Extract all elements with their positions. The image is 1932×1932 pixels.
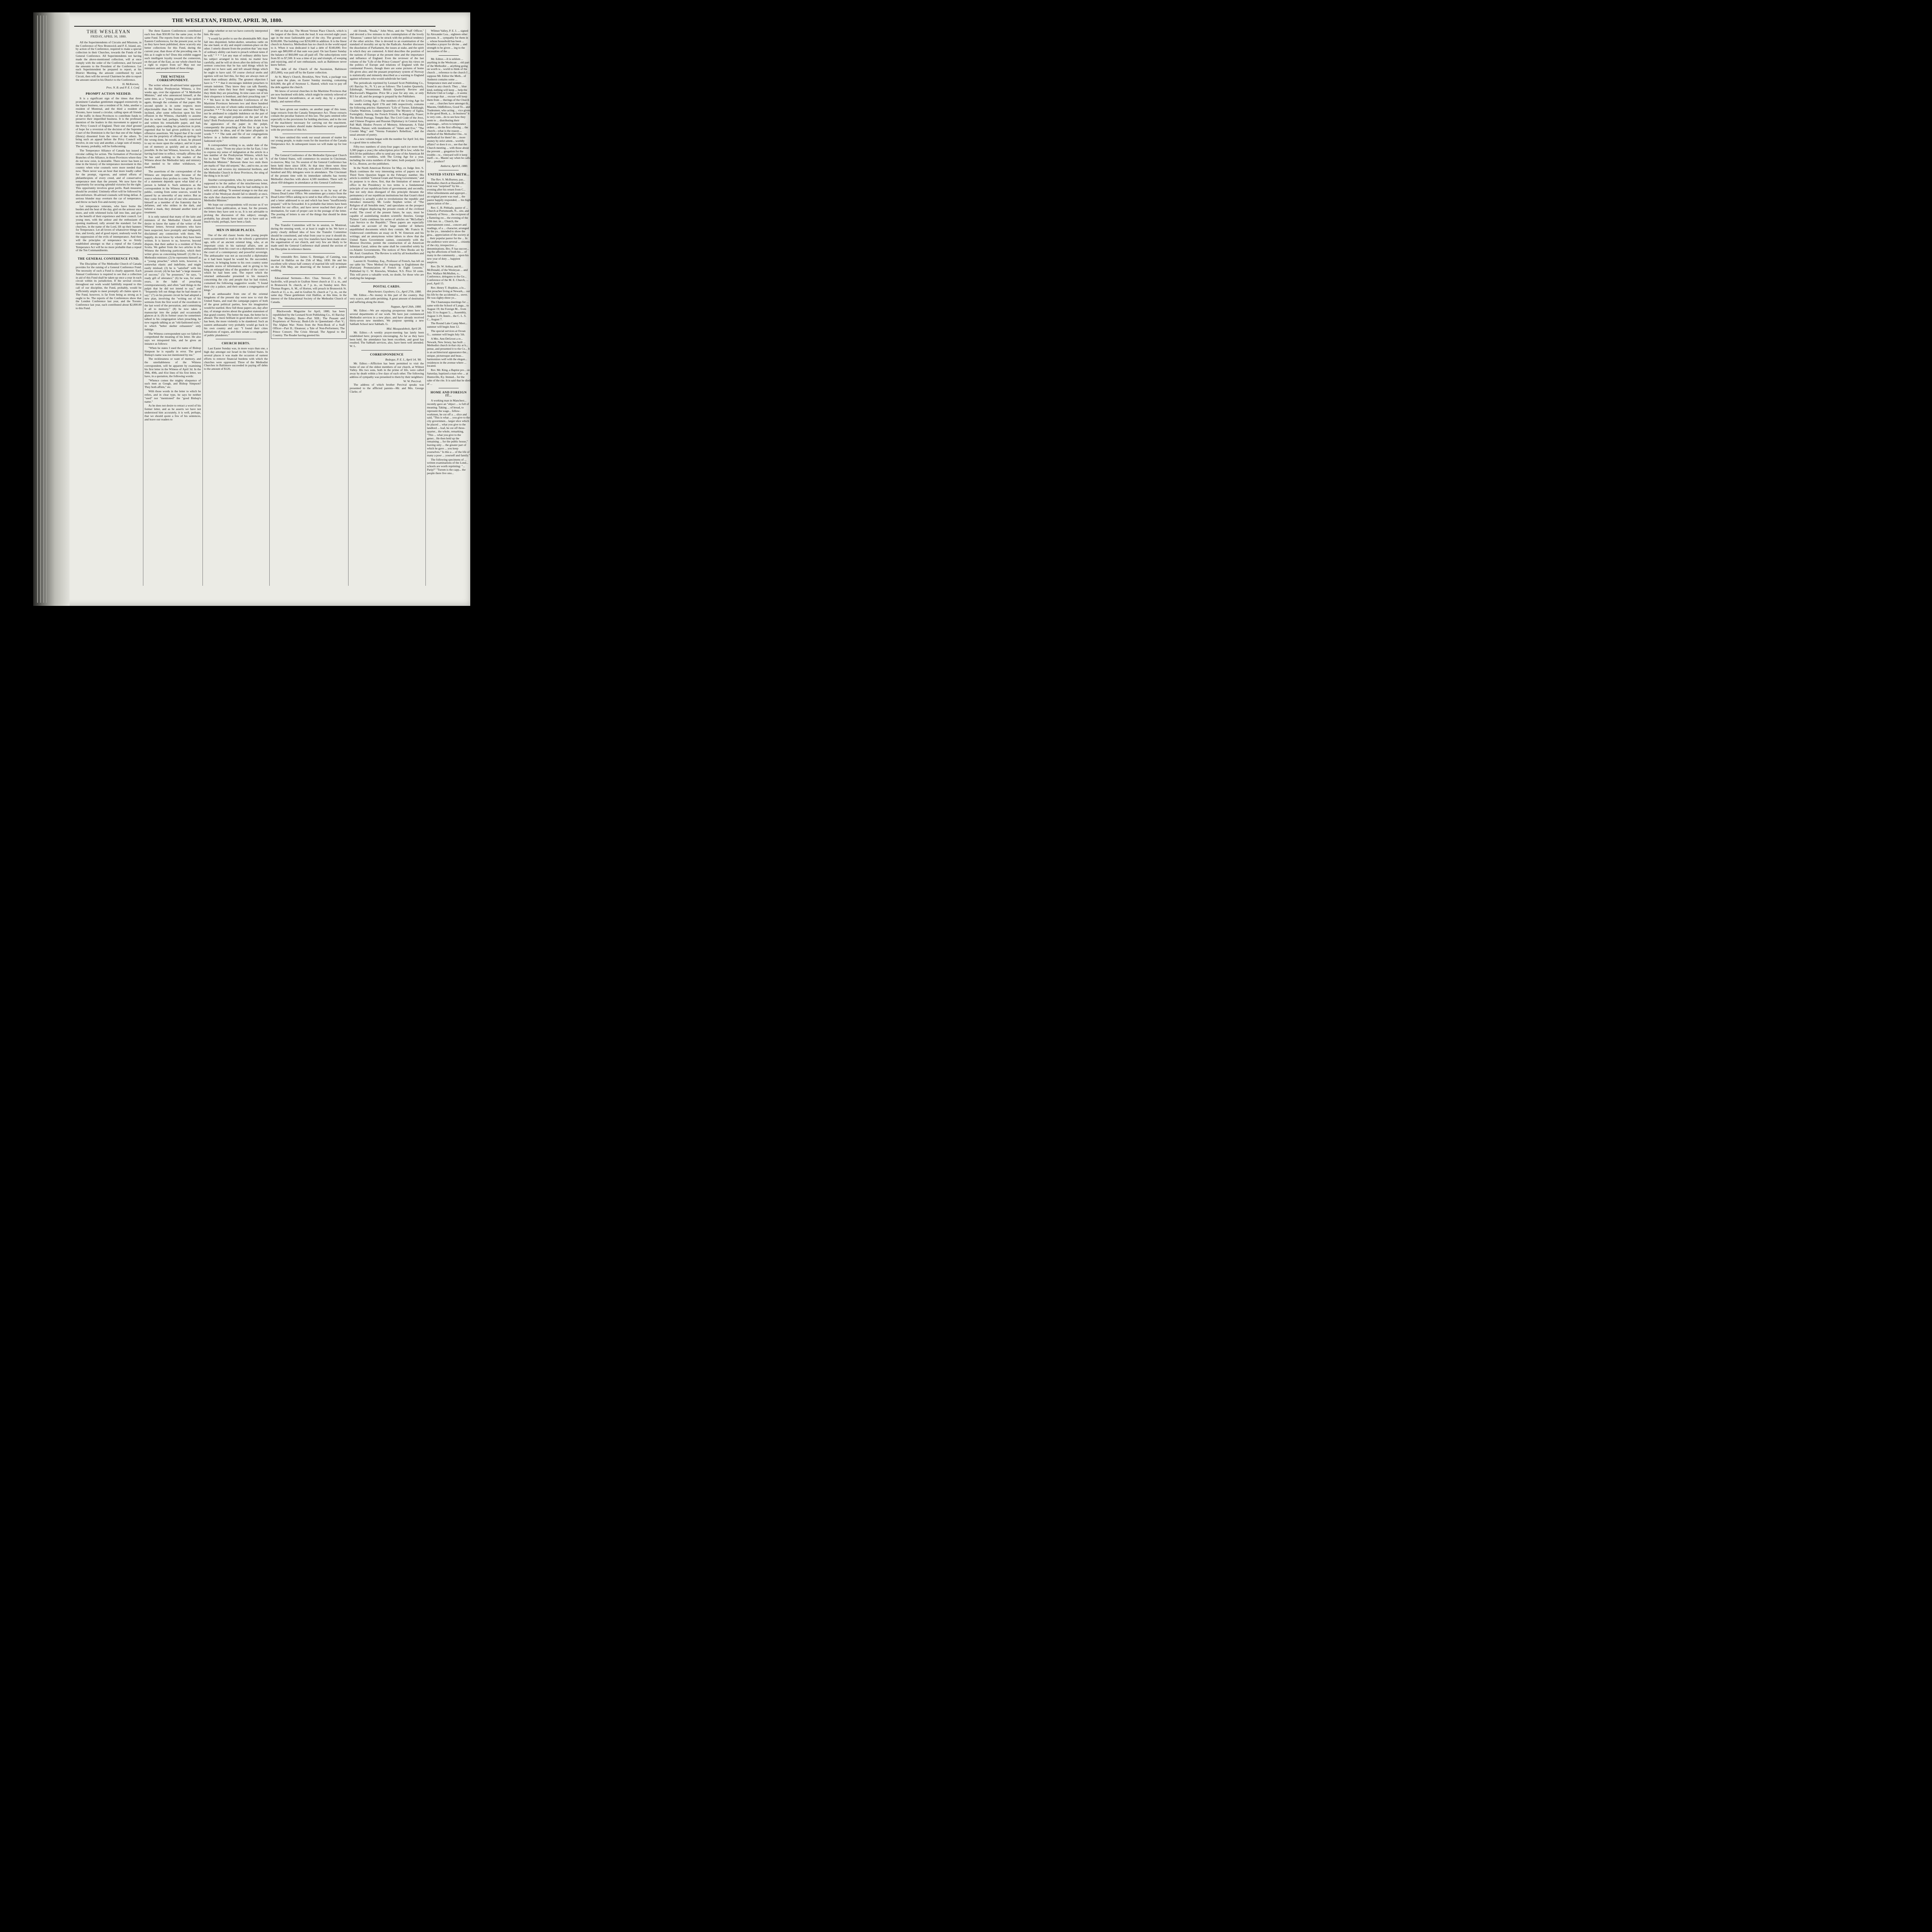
header-rule xyxy=(74,26,435,27)
paragraph: The periodicals reprinted by Leonard Scott Publishing Co., (41 Barclay St., N. Y.) are as follows: The London Quarterly, Edinburgh, Westminster, British Quarterly Review and Blackwood's Magazine. Price $4 a year for any one, or only $15 for all, and the postage is prepaid by the Publishers. xyxy=(350,81,424,99)
paragraph: The General Conference of the Methodist Episcopal Church of the United States, will commence its session in Cincinnati, to-morrow, May 1st. No session of the General Conference has been held there since 1836. At that time there were three Methodist churches in that city, with about 1,500 members. One hundred and fifty delegates were in attendance. The Cincinnati of the present time with its immediate suburbs has twenty Methodist churches with above 4,500 members. There will be about 450 delegates in attendance at this General Conference. xyxy=(271,153,347,184)
paragraph: As a new volume began with the number for April 3rd, this is a good time to subscribe. xyxy=(350,137,424,144)
paragraph: The Discipline of The Methodist Church of Canada provides for the raising of a General Conference Fund. The necessity of such a Fund is clearly apparent. Each Annual Conference is required to see that a collection in aid of this Fund shall be taken up once a year in each circuit within its jurisdiction. If the several circuits throughout our work would faithfully respond to this call of our discipline, the Fund, probably, would be sufficiently ample to meet promptly all claims upon it. The Fund, however, is far from being as strong as it ought to be. The reports of the Conferences show that the London Conference last year, and the Toronto Conference last year, each contributed about $2,000.00 to this Fund. xyxy=(76,262,141,310)
paragraph: A working man in Manchest... recently gave an "object ... is full of meaning. Taking ... of bread, to represent the wage... fellow-workmen, he cut off a ... slice and said, "This is what ... you give to the city governmen... larger slice which he placed ... what you give to the landlord ... loaf, he cut off three-quarter... the whole, remarking, "This ... what you give to the gener... He then held up the remaining ... for the public house," leaving only ... the greater part of which he gave ... you keep yourselves." Is this a ... of the life of many a poor ... yourself and family." xyxy=(427,399,470,457)
paragraph: In the North American Review for May, ex Judge Jere. S. Black continues the very interesting series of papers on the Third Term Question begun in the February number. His article is entitled "General Grant and Strong Government," and its purpose is to show, first, that the limitation of tenure of office in the Presidency to two terms is a fundamental principle of our republican form of government; and secondly, that not only does disregard of this principle threaten the permanency of our republican institutions but that Grant's third candidacy is actually a plot to revolutionize the republic and introduce monarchy. Mr. Leslie Stephen writes of "The Religion of all Sensible men," and speculates on the prospect of that religion displacing the present creeds of the civilized world. The creed of the present future, he says, must be capable of assimilating modern scientific theories. George Ticknor Curtis continues his series of articles on "McLellan's Last Service to the Republic." These papers are especially valuable on account of the large number of hitherto unpublished documents which they contain. Mr. Francis H. Underwood contributes an essay on R. W. Emerson and his writings; and an anonymous writer labors to show that the United States Government cannot, consistently with the Monroe Doctrine, permit the construction of an American Isthmian Canal, unless the same shall be controlled solely by co-Atlantic Governments. The notices of New Books are by Mr. Axel. Gustafson. The Review is sold by all booksellers and newsdealers generally. xyxy=(350,166,424,259)
paragraph: The Transfer Committee will be in session, in Montreal, during the ensuing week, or at least it ought to be. We have a pretty clearly defined idea of how the Transfer Committee should be constituted, and what from year to year it should do. But as things now are, very few transfers have been made since the organisation of our church, and very few are likely to be made until the General Conference shall amend the section of the Discipline in reference thereto. xyxy=(271,223,347,251)
article-separator xyxy=(282,274,335,275)
paragraph: Wilmot Valley, P. E. I. ... signed by Alexander Lea... eighteen other persons. It ... sympathy for them in ... whose household has been ... breathes a prayer for divine ... and strength to be given ... ing to the necessities of the ... xyxy=(427,29,468,53)
paragraph: The following specimens of ... written examinations of the Lond... schools are worth reprinting: "... Parip?" "Tureen is the capp... the people there live ono... xyxy=(427,457,468,475)
paragraph: The writer whose ill-advised letter appeared in the Halifax Presbyterian Witness, a few weeks ago, over the signature of "A Methodist Minister," and who announced himself, at the same time, as a "young preacher," has spoken again, through the columns of that paper. His second epistle is in some respects more objectionable than the former one. We were inclined, after some reflection upon his first effusion in the Witness, charitably to assume that its writer had, perhaps, hastily conceived and written his remarkable paper, and had, probably, upon reading his production in print, regretted that he had given publicity to such offensive assertions. We hoped that if he could not see the propriety of offering an apology for the wrong done, he would, at least, be pleased to say no more upon the subject, and let it pass out of memory as quickly and as easily as possible. In the last Witness, however, he, after having had time to reflect, virtually affirms that he has said nothing to the readers of the Witness about the Methodist laity and ministry that needed to be either withdrawn, or modified. xyxy=(145,83,201,169)
article-separator xyxy=(282,151,335,152)
article-separator xyxy=(87,254,130,255)
paragraph: judge whether or not we have correctly interpreted him. He says: xyxy=(204,29,268,36)
notice-signature-title: Pres. N. B. and P. E. I. Conf. xyxy=(106,85,140,89)
quotation: "I would far prefer to use the abominable MS. than fall into disjointed, helter-skelter, senseless rattle on the one hand, or dry and stupid common-place on the other. I utterly dissent from the position that "any man of ordinary ability can learn to preach without notes if he will." * * * Let any man of ordinary ability have his subject arranged in his mind, no matter how carefully, and he will sit down after the delivery of his sermon conscious that he has said things which he ought not to have said, and left unsaid things which he ought to have said. Of course clerical snobs and egotists will not feel this, for they are always men of more than ordinary ability. The greatest objection I have is * * * that it encourages indolent preachers to remain indolent. They know they can talk fluently, and hence when they hear their tongues wagging, they think they are preaching. In nine cases out of ten their eloquence is bombast, and their preaching rant * * * We have in the Methodist Conferences of the Maritime Provinces between two and three hundred ministers, not one of whom ranks extraordinarily as a preacher. * * * To what may we attribute this? May it not be attributed to culpable indolence on the part of the clergy, and stupid prejudice on the part of the laity? Both Presbyterians and Methodists shrink from the appearance of the paper in the pulpit, consequently the preaching of the first is apt to be homeopathic in ideas, and of the latter allopathic in words * * * The rank and file of our congregations believe in a helter-skelter exhauster of the old-fashioned style." xyxy=(204,36,268,143)
paragraph: With those words in the letter to which he refers, and in clear type, he says he neither "used" nor "mentioned" the "good Bishop's name." xyxy=(145,389,201,403)
paragraph: We know of several churches in the Maritime Provinces that are now burdened with debt, which might be entirely relieved of their financial encumbrance, at an early day, by a prudent, timely, and earnest effort. xyxy=(271,89,347,103)
column-rule xyxy=(425,29,426,586)
paragraph: Educational Sermons.—Rev. Chas. Stewart, D. D., of Sackville, will preach in Grafton Street church at 11 a. m., and in Brunswick St. church, at 7 p. m., on Sunday next. Rev. Thomas Rogers, A. M., of Horton, will preach in Brunswick St. church at 11, a. m., and in Grafton St. church at 7 p. m., on the same day. These gentlemen visit Halifax, at this time, in the interest of the Educational Society of the Methodist Church of Canada. xyxy=(271,276,347,304)
paragraph: We have omitted this week our usual amount of matter for our young people, to make room for the insertion of the Canada Temperance Act. In subsequent issues we will make up for lost time. xyxy=(271,135,347,150)
paragraph: The Witness correspondent says we failed to comprehend the meaning of his letter. He also says we misquoted him, and he gives an instance as follows: xyxy=(145,332,201,346)
heading-postal-cards: POSTAL CARDS. xyxy=(373,284,401,288)
paragraph: As he does not desire to retract a word of his former letter, and as he asserts we have not understood him accurately, it is well, perhaps, that we should quote a few of his sentences, and leave our readers to xyxy=(145,404,201,421)
paragraph: Mr. Editor.—Affliction has been permitted to visit the home of one of the oldest members of our church, at Wilmot Valley. His two sons, both in the prime of life, were called away by death within a few days of each other. The following address of sympathy was presented to them by their neighbors: xyxy=(350,361,424,379)
heading-men-in-high-places: MEN IN HIGH PLACES. xyxy=(216,228,255,232)
postal-card-dateline: Nappan, April 26th, 1880. xyxy=(391,304,422,308)
paragraph: The recklessness or want of memory, and the unreliableness of the Witness correspondent, will be apparent by examining his first letter in the Witness of April 3d. In the 39th, 40th, and 41st lines of his first letter, we have, in a quotation, the following words: xyxy=(145,357,201,378)
paragraph: The venerable Rev. James G. Hennigar, of Canning, was married in Halifax on the 25th of May, 1830. He and his excellent wife whose half century of married life will terminate on the 25th May, are deserving of the honors of a golden wedding. xyxy=(271,255,347,272)
paragraph: If an ambassador from one of the oriental kingdoms of the present day were now to visit the United States, and read the campaign papers of both of the great political parties, how his imagination would be startled. How full those papers are, day after day, of strange stories about the grandest statesmen of that grand country. The better the man, the better he is abused. The more brilliant in good deeds one's career has been, the more violently is he slandered. Such an eastern ambassador very probably would go back to his own country and say: "I found their cities habitations of rogues, and their senate a congregation of public plunderers." xyxy=(204,292,268,337)
paragraph: The special services at Ocean G... summer will begin July 5th. xyxy=(427,329,466,336)
column-rule xyxy=(202,29,203,586)
paragraph: The three Eastern Conferences contributed each less than $50.00 for the same year, to the same Fund. The reports from the circuits of the Eastern Conferences, for the present year, so far as they have been published, show scarcely any better collections for this Fund, during the current year, than those of the preceding one. Is this as it ought to be? Does this exhibit suggest such intelligent loyalty toward the connexion, on the part of the East, as our whole church has a right to expect from us? May not our ministers and people think of these things. xyxy=(145,29,201,70)
paragraph: It is a significant sign of the times that three prominent Canadian gentlemen engaged extensively in the liquor business, one a resident of St. John, another a resident of Montreal, and the third a resident of Toronto, have issued a circular, calling upon all friends of the traffic in these Provinces to contribute funds to preserve their imperilled business. It is the professed intention of the leaders in this movement to appeal to the Privy Council of England. Their one chief ground of hope for a reversion of the decision of the Supreme Court of the Dominion is the fact that one of the Judges (Henry) dissented from the views of the others. To bring such an appeal before the Privy Council will involve, in one way and another, a large sum of money. The money, probably, will be forthcoming. xyxy=(76,97,141,148)
paragraph: Last Easter Sunday was, in more ways than one, a high day amongst our Israel in the United States. In several places it was made the occasion of earnest efforts to remove financial burdens with which the churches were oppressed. Three of the Methodist Churches in Baltimore succeeded in paying off debts to the amount of $120, xyxy=(204,347,268,371)
paragraph: old friends, "Reada," John West, and the "Staff Officer," and devoted a few minutes to the contemplation of the lovely "Eleanour," cannot fail to be struck with the political tendency of the other articles. One is devoted to an examination of the standard of morality set up by the Radicals. Another discusses the dissolution of Parliament, the issues at stake, and the spirit in which they are contested. A third describes the position of the nations of Europe at the present time and the importance and influence of England. Even the reviewer of the last volume of the "Life of the Prince Consort" gives his views on the politics of Europe and relations of England with the continental Powers, though there are some pictures of home life given also; and the peasant proprietary system of Norway is statistically and minutely described as a warning to England against reformers who would subdivide her land. xyxy=(350,29,424,80)
paragraph: Rev. Mr. King, a Baptist pre... on Saturday, baptized a man who ... at Huntsville, Ky. Immed... for the sake of the rite. It is said that he died of ... xyxy=(427,368,470,386)
heading-home-and-foreign: HOME AND FOREIGN IT... xyxy=(430,390,467,398)
postal-card: Mr. Editor.—We are enjoying prosperous times here in several departments of our work. We have just commenced Methodist services in a new place, and have already received thirty-seven new members. We purpose opening a new Sabbath School next Sabbath. G. xyxy=(350,308,424,326)
paragraph: Rev. C. B. Pitblado, pastor of ... Church at Portsmouth, N... site, and formerly of Nova ... the recipient of a flattering rec... the evening of the 12th inst. in ... Church, the entertainment consi... concert and readings, of a ... character, arranged by the yo... intended to show the grea... appreciation of the society at ... their popular pastor for the ... In the audience were several ... citizens of the city, irrespective ... denominations. Bro. P. has succee... ing the affections of both his ... of many in the community ... upon his new year of duty ... happiest auspices. xyxy=(427,206,470,264)
paragraph: A Mrs. Ann DeGroot a re... Newark, New Jersey, has built ... Methodist church in that city at h... pense, and presented it to the Ce... It is an architectural appearance the... unique, picturesque and beau... harmonizes well with the elegan... residences in the avenue where ... located. xyxy=(427,337,470,368)
column-1 xyxy=(76,29,141,311)
heading-conference-fund: THE GENERAL CONFERENCE FUND. xyxy=(78,257,139,261)
paragraph: Some of our correspondence comes to us by way of the Ottawa Dead Letter Office. We sometimes get a notice from the Dead Letter Office asking us to send to that office a few stamps, and a letter addressed to us and which has been "insufficiently prepaid," will be forwarded. It is probable that letters have been intended for our office, and have never reached their place of destination, for want of proper care in the postage of the letter. The posting of letters is one of the things that should be done with care. xyxy=(271,188,347,219)
paragraph: A correspondent writing to us, under date of the 14th inst., says: "From my place in the far East, I rise to express my sense of indignation at the article in a late number of the Presbyterian Witness, which has for its head "The Other Side," and for its tail "A Methodist Minister." Between these two ends there are marks of "that old serpent," &c.; and to me, as one who loves and reveres my ministerial brethren, and the Methodist Church in these Provinces, the sting of the thing is in its tail." xyxy=(204,143,268,178)
scan-border xyxy=(470,0,496,606)
postal-card: Mr. Editor.—A weekly prayer-meeting has lately been established here; prospects encouraging. As far as they have been held, the attendance has been excellent, and good has resulted. The Sabbath services, also, have been well attended. W. L. xyxy=(350,330,424,348)
paragraph: One of the old classic books that young people were accustomed to read in the schools a generation ago, tells of an ancient oriental king, who, at an important crisis in his national affairs, sent an ambassador from his court on a diplomatic mission to the court of a contemporary and powerful sovereign. The ambassador was not as successful a diplomatist as it had been hoped he would be. He succeeded, however, in bringing home to his own country some valuable stores of information, and in giving to his king an enlarged idea of the grandeur of the court to which he had been sent. The report which the returned ambassador presented to his monarch concerning the city and people that he had visited, contained the following suggestive words: "I found their city a palace, and their senate a congregation of kings." xyxy=(204,233,268,292)
column-rule xyxy=(348,29,349,586)
paragraph: The debt of the Church of the Ascension, Baltimore ($55,000), was paid off by the Easter collection. xyxy=(271,67,347,75)
article-separator xyxy=(282,105,335,106)
column-2 xyxy=(145,29,201,422)
paragraph: Let temperance veterans, who have borne the burden and the heat of the day, gird on the armour once more, and with whitened locks fall into line, and give us the benefit of their experience and their council. Let young men, with the ardour and the enthusiasm of opening manhood, rally around the standard. Let the churches, in the name of the Lord, lift up their banners for Temperance. Let all lovers of whatsoever things are true, and lovely, and of good report, zealously work for the suppression of the evils of intemperance. And then will the principles of temperance be so firmly established amongst us that a repeal of the Canada Temperance Act will be no more probable than a repeal of the Ten Commandments. xyxy=(76,204,141,252)
column-6 xyxy=(427,29,470,476)
heading-united-states-methodism: UNITED STATES METH... xyxy=(428,172,469,176)
paragraph: We hope our correspondents will excuse us if we withhold from publication, at least, for the present, the letters they have sent to us. It is not advisable to prolong the discussion of this subject; enough, probably, has already been said: not to have said as much would, perhaps, have been a fault. xyxy=(204,203,268,224)
paragraph: At St. Mary's Church, Brooklyn, New York, a package was laid upon the plate, on Easter Sunday morning, containing $10,000, the gift of Seymour L. Hasted, which was to pay off the debt against the church. xyxy=(271,75,347,89)
postal-card: Mr. Editor.—No money in this part of the country. Hay very scarce, and cattle perishing. A great amount of destitution and suffering along the shore. xyxy=(350,293,424,304)
paragraph: The Chautauqua meetings for ... same with the School of Langu... to August 19; the Foreign M... from July 31 to August 5; ... Assembly, August 3-19; Anniv... the C. L. S. C., August 7. xyxy=(427,300,469,321)
paragraph: Rev. Dr. W. Arthur, and R... McDonald, of the Wesleyan ... and Rev. Wallace McMullen, o... Conference, delegates to the Ge... Conference of the M. E. Church, ... pool, April 15. xyxy=(427,264,469,286)
column-5 xyxy=(350,29,424,394)
quotation: "When he states I used the name of Bishop Simpson he is equally in error. The good Bishop's name was not mentioned by me." xyxy=(145,346,201,357)
paragraph: We have given our readers, on another page of this issue, large extracts from the Canada Temperance Act. Those extracts contain the peculiar features of this law. The parts omitted refer especially to the provisions for holding elections, and to the rest of the machinery necessary for carrying out the enactment. Temperance workers should make themselves well acquainted with the provisions of this Act. xyxy=(271,107,347,131)
letter-dateline: Amherst, April 8, 1880. xyxy=(440,164,468,168)
article-separator xyxy=(439,55,459,56)
heading-church-debts: CHURCH DEBTS. xyxy=(221,342,250,345)
paragraph: It is only natural that many of the laity and ministers of the Methodist Church should desire to know the name of the writer of the Witness' letters. Several ministers who have been suspected, have promptly and indignantly disclaimed any connection with them. We, happily, do not know by whom they have been written. It is known to us, however, beyond dispute, that their author is a resident of Nova Scotia. We gather from the two articles in the Witness the following particulars, which their writer gives us concerning himself: (1) He is a Methodist minister; (2) he represents himself as a "young preacher," which term, however, is somewhat elastic and indefinite, and might easily mislead; (3) he is "satisfied" with his present circuit; (4) he has had "a large measure of success;" (5) "he possesses," he says, "a ready gift of utterance;" (6) he was, for some years, in the habit of preaching extemporaneously, and often "said things in the pulpit that he did not intend to say," and "frequently left out things that he had meant to say;" (7) on his present circuit he had adopted a new plan, involving the "writing out of his sermons from the first word of the exordium to the last word of the peroration, and committing it all to memory;" (8) he now takes a manuscript into the pulpit and occasionally glances at it; (9) in former years he sometimes talked to his congregation when preaching, he now regards talking as an "old-fashioned style," in which "helter skelter exhausters" only indulge. xyxy=(145,214,201,331)
paragraph: Mr. Editor.—It is seldom ... anything in the Wesleyan ... old part of the Methodist ... anything going on worth w... world to think of the church ... reference to the church I ... suppose Mr. Editor the Meth... of Amherst contains some ... Temperance men and women ... found in any church. They ... blue kind, nothing will keep ... help the Reform Club or Lodge ... it seems so strange that ... excuse will keep them from ... therings of the Church—our ... churches have amongst th... Masons, Oddfellows, Good Te... and Tradesmen, who acting ... vice given in the good Book, a... in business" it is very com... do to see how they seem to ... distributing their patronage... selves to temperance orders ... do the first offering ... the church—what is the reason ... method of the Methodist Chu... to methodical for them? do ... more money by strict attent... worldly affairs? or does it co... see that the Church meeting ... with those about the prevent ... gregation for the trouble—w... vineyard will it keep itself—w... Master say when he calls for ... produce? xyxy=(427,57,470,163)
correspondence-dateline: Bedeque, P. E. I., April 14, '80. xyxy=(385,357,422,361)
column-3 xyxy=(204,29,268,372)
column-4 xyxy=(271,29,347,340)
paragraph: The Round Lake Camp Meet... summer will begin June 12. xyxy=(427,321,468,329)
paragraph: Laurent H. Tremblay, Esq., Professor of French, has left on our table his "New Method for imparting to Englishmen the (Parisian) Pronunciation of French in Eight Lessons." Published by C. W. Knowles, Windsor, N.S. Price 50 cents. This will prove a valuable work, no doubt, for those who are studying the language. xyxy=(350,259,424,280)
paragraph: The Rev. S. McBurney, pas... Methodist church at Hazardvill... ticut was "surprised" by his ... evening after his return from C... After refreshments and appropri... an original poem was read ... the pastor happily responded, ... his high appreciation of the ... xyxy=(427,177,470,205)
book-binding-gutter xyxy=(33,12,70,606)
postal-card-dateline: Mid. Musquodoboit, April 28. xyxy=(386,327,422,331)
notice-signature: H. McKeown, xyxy=(122,82,139,86)
heading-witness-correspondent: THE WITNESS CORRESPONDENT. xyxy=(156,75,189,82)
postal-card-dateline: Manchester, Guysboro, Co., April 27th, 1880. xyxy=(368,289,422,293)
column-rule xyxy=(269,29,270,586)
paragraph: The Temperance Alliance of Canada has issued a circular calling for action. The formation of Provincial Branches of the Alliance, in those Provinces where they do not now exist, is desirable. There never has been a time in the history of the temperance movement in this country when wise counsels were more needed than now. There never was an hour that more loudly called for the prompt, vigorous, and united efforts of philanthropists of every creed, and of conservative temperance men than the present. We now have the opportunity for securing splendid victories for the right. This opportunity involves great perils. Rash measures should be avoided. Untimely effort will be followed by discomforture. Ill-advised counsels will bring defeat. A serious blunder may overturn the car of temperance, and throw us back five-and-twenty years. xyxy=(76,149,141,204)
heading-prompt-action: PROMPT ACTION NEEDED. xyxy=(85,92,132,95)
heading-correspondence: CORRESPONDENCE xyxy=(370,353,404,357)
paragraph: 000 on that day. The Mount Vernon Place Church, which is the largest of the three, took the lead. It was erected eight years ago in the most fashionable part of the city. The ground cost $100,000. The building cost $250,000 in addition. It is the finest church in America. Methodism has no church in the world equal to it. When it was dedicated it had a debt of $140,000; five years ago $80,000 of that sum was paid. On last Easter Sunday the balance of $60,000 was all paid off. The subscriptions were from $5 to $7,500. It was a time of joy and triumph, of weeping and rejoicing, and of rare enthusiasm, such as Baltimore never knew before. xyxy=(271,29,347,67)
paragraph: Littell's Living Age.—The numbers of the Living Age for the weeks ending April 17th and 24th respectively, contains the following articles: Hamerton's "Life of Turner, Edinburgh; Charles Waterton, London Quarterly; The Mystery of Egina, Fortnightly; Among the French Friends in Burgundy, Fraser; The British Peerage, Temple Bar; The Civil Code of the Jews, and Chinese Progress and Russian Diplomacy in Central Asia, Pall Mall; Hindoo Powers of Memory, Athenaeum; A Tidal Problem, Nature; with instalments of "Adam and Eve," "The Crookit Meg," and "Verena Fontaine's Rebellion," and the usual amount of poetry. xyxy=(350,99,424,137)
dateline: FRIDAY, APRIL 30, 1880. xyxy=(90,34,127,38)
paragraph: Another correspondent, who, by some parties, was supposed to be the author of the mischievous letter, has written to us affirming that he had nothing to do with it; and adding: "It seemed strange to me that any reader of the Wesleyan should fail to identify at once, the style that characterises the communication of "A Methodist Minister." xyxy=(204,178,268,202)
article-separator xyxy=(282,221,335,222)
paragraph: Fifty-two numbers of sixty-four pages each (or more than 3,300 pages a year,) the subscription price $8 is low; while for $10.50 the publishers offer to send any one of the American $4 monthlies or weeklies, with The Living Age for a year, including the extra numbers of the latter, both postpaid. Littell & Co., Boston, are the publishers. xyxy=(350,145,424,166)
blackwoods-notice: Blackwoods Magazine for April, 1880, has been republished by the Leonard Scott Publishing Co., 41 Barclay St. The Morality; Beats—Part XIII.; The Peasant and Proprietors of Norway; Bush-Life in Queensland—Part V.; The Afghan War: Notes from the Note-Book of a Staff Officer—Part II.; Eleanour; a Tale of Non-Performers; The Prince Consort; The Crisis Abroad; The Appeal to the Country. The Reader having greeted his xyxy=(271,308,347,339)
quotation: "Whence comes the mighty eloquence of such men as Gough, and Bishop Simpson? They both affirm," etc. xyxy=(145,378,201,389)
conference-notice: All the Superintendents of Circuits and Missions, in the Conference of New Brunswick and P. E. Island, are, by action of the Conference, required to make a special collection in their Churches, towards the Funds of the General Conference. All Superintendents not having made the above-mentioned collection, will at once comply with the order of the Conference, and forward the amounts to the President of the Conference. Let each Superintendent be prepared to report, at his District Meeting, the amount contributed by each Circuit, then will the several Chairmen be able to report the amount raised in his District to the Conference. xyxy=(76,40,141,82)
paragraph: The assertions of the correspondent of the Witness are important only because of the source whence they profess to come. The force of a statement depends upon what kind of a person is behind it. Such sentences as the correspondent in the Witness has given to the public, coming from some sources, would be passed by as unworthy of any notice. But as they come from the pen of one who announces himself as a member of the fraternity that he defames, and who strikes in the dark, and behind a mask, they demand another kind of treatment. xyxy=(145,169,201,214)
correspondence-signature: W. W. Percival. xyxy=(403,379,422,383)
paragraph: Rev. Henry T. Hopkins, a lo... dist preacher living at Newark,... out his life by the accidental u... stove. He was eighty-three ye... xyxy=(427,286,470,300)
paragraph: The address of which brother Percival speaks was presented to the afflicted parents—Mr. and Mrs. George Clarke, of xyxy=(350,383,424,393)
running-head: THE WESLEYAN, FRIDAY, APRIL 30, 1880. xyxy=(172,18,283,24)
article-separator xyxy=(156,72,189,73)
masthead: THE WESLEYAN xyxy=(87,29,131,34)
